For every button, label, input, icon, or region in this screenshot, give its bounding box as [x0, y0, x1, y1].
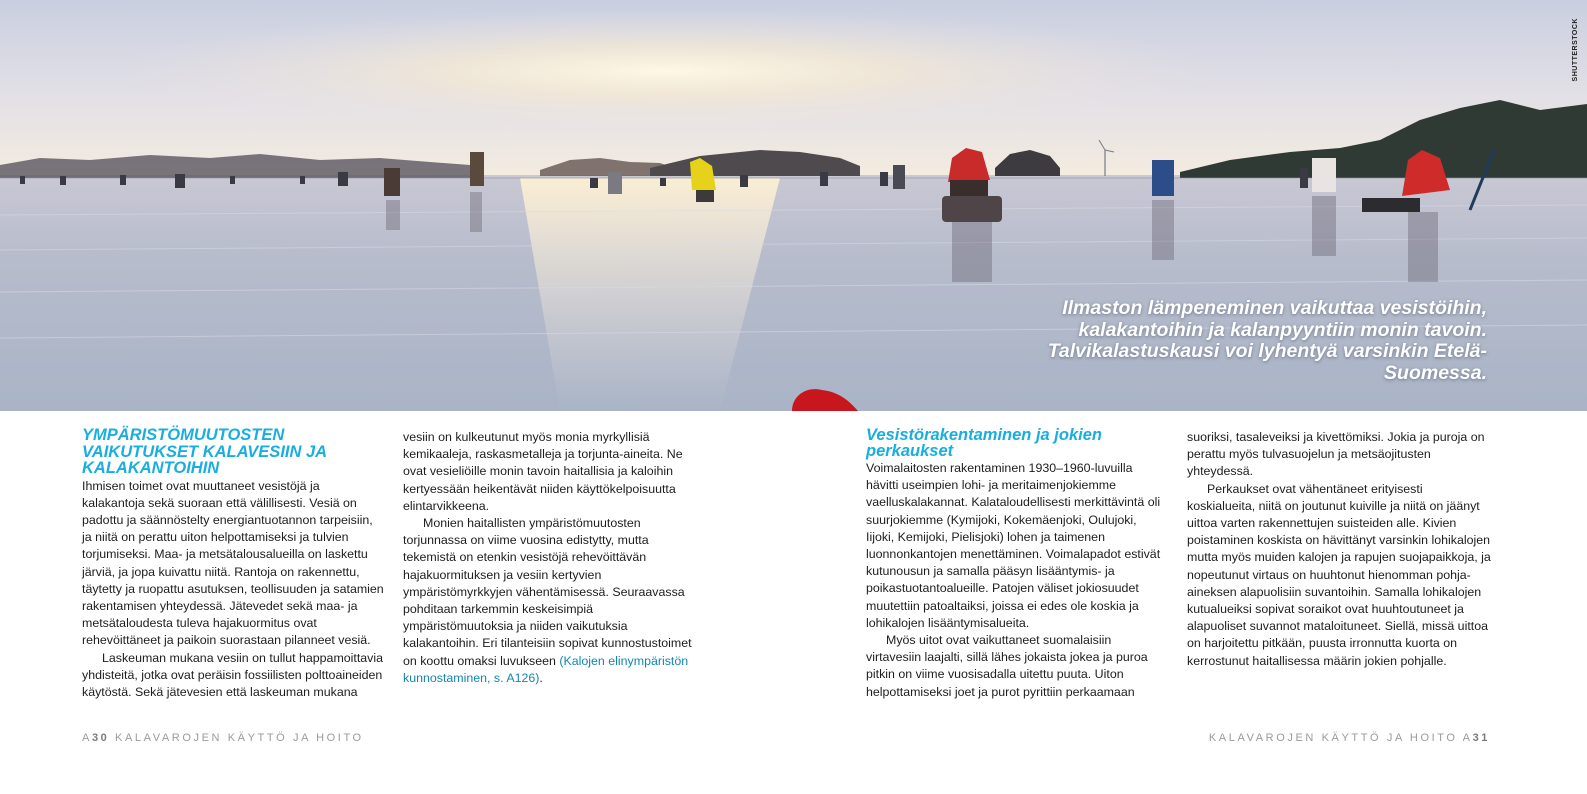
publication-title: KALAVAROJEN KÄYTTÖ JA HOITO: [109, 732, 364, 744]
right-column-1: [866, 427, 1168, 701]
link-period: .: [539, 670, 543, 685]
paragraph-text: Monien haitallisten ympäristömuutosten torjunnassa on viime vuosina edistytty, mutta tekemistä on etenkin vesistöjä rehevöittävän hajakuormituksen ja vesiin kertyvien ympäristömyrkkyjen vähentämisessä. Seuraavassa pohditaan tarkemmin keskeisimpiä ympäristömuutoksia ja niiden vaikutuksia kalakantoihin. Eri tilanteisiin sopivat kunnostustoimet on koottu omaksi luvukseen: [403, 516, 692, 668]
paragraph: [403, 515, 705, 687]
paragraph: Myös uitot ovat vaikuttaneet suomalaisiin virtavesiin laajalti, sillä lähes jokaista jokea ja puroa pitkin on viime vuosisadalla uitettu puuta. Uiton helpottamiseksi joet ja purot pyrittiin perkaamaan: [866, 633, 1148, 699]
photo-caption: Ilmaston lämpeneminen vaikuttaa vesistöihin, kalakantoihin ja kalanpyyntiin monin tavoin. Talvikalastuskausi voi lyhentyä varsinkin Etelä-Suomessa.: [1047, 297, 1487, 384]
left-column-1: [82, 427, 384, 701]
paragraph: Voimalaitosten rakentaminen 1930–1960-luvuilla hävitti useimpien lohi- ja meritaimenjokiemme vaelluskalakannat. Kalataloudellisesti merkittävintä oli suurjokiemme (Kymijoki, Kokemäenjoki, Oulujoki, Iijoki, Kemijoki, Pielisjoki) lohen ja taimenen luonnonkantojen menettäminen. Voimalapadot estivät kutunousun ja samalla pääsyn lisääntymis- ja poikastuotantoalueille. Patojen väliset jokiosuudet muutettiin patoaltaiksi, joissa ei edes ole koskia ja lohikalojen lisääntymisalueita.: [866, 461, 1161, 630]
page-prefix: A: [1462, 732, 1473, 744]
page-prefix: A: [82, 732, 92, 744]
publication-title: KALAVAROJEN KÄYTTÖ JA HOITO: [1208, 732, 1463, 744]
article-heading-right: Vesistörakentaminen ja jokien perkaukset: [866, 426, 1102, 460]
article-heading-left: YMPÄRISTÖMUUTOSTEN VAIKUTUKSET KALAVESIIN JA KALAKANTOIHIN: [82, 426, 327, 477]
page-number: 30: [91, 732, 110, 744]
paragraph: Laskeuman mukana vesiin on tullut happamoittavia yhdisteitä, jotka ovat peräisin fossiilisten polttoaineiden käytöstä. Sekä jätevesien että laskeuman mukana: [82, 650, 384, 699]
footer-left: [82, 732, 364, 744]
paragraph-continued: vesiin on kulkeutunut myös monia myrkyllisiä kemikaaleja, raskasmetalleja ja torjunta-aineita. Ne ovat vesieliöille monin tavoin haitallisia ja kaloihin kertyessään heikentävät niiden käyttökelpoisuutta elintarvikkeena.: [403, 430, 683, 513]
left-column-2: [403, 429, 705, 687]
cross-reference-link[interactable]: (Kalojen elinympäristön kunnostaminen, s. A126): [403, 653, 689, 685]
right-column-2: [1187, 429, 1493, 670]
paragraph-continued: suoriksi, tasaleveiksi ja kivettömiksi. Jokia ja puroja on perattu myös tulvasuojelun ja metsäojitusten yhteydessä.: [1187, 430, 1485, 479]
paragraph: Ihmisen toimet ovat muuttaneet vesistöjä ja kalakantoja sekä suoraan että välillisesti. Vesiä on padottu ja säännöstelty energiantuotannon tarpeisiin, ja niitä on perattu uiton helpottamiseksi ja tulvien torjumiseksi. Maa- ja metsätalousalueilla on laskettu järviä, ja jopa kuivattu niitä. Rantoja on rakennettu, täytetty ja ruopattu asutuksen, teollisuuden ja satamien rakentamisen yhteydessä. Jätevedet sekä maa- ja metsätaloudesta tuleva hajakuormitus ovat rehevöittäneet ja paikoin suorastaan pilanneet vesiä.: [82, 478, 384, 648]
page-number: 31: [1472, 732, 1490, 744]
paragraph: Perkaukset ovat vähentäneet erityisesti koskialueita, niitä on joutunut kuiville ja niitä on jäänyt uittoa varten rakennettujen suisteiden alle. Kivien poistaminen koskista on hävittänyt varsinkin lohikalojen mutta myös muiden kalojen ja rapujen suojapaikkoja, ja nopeutunut virtaus on huuhtonut hienomman pohja-aineksen alapuolisiin suvantoihin. Samalla lohikalojen kutualueiksi sopivat soraikot ovat huuhtoutuneet ja alapuoliset suvannot mataloituneet. Siellä, missä uittoa on harjoitettu pitkään, puusta irronnutta kuorta on kerrostunut haitallisessa määrin jokien pohjalle.: [1187, 481, 1491, 668]
footer-right: [1209, 732, 1490, 744]
photo-credit: SHUTTERSTOCK: [1572, 18, 1579, 82]
